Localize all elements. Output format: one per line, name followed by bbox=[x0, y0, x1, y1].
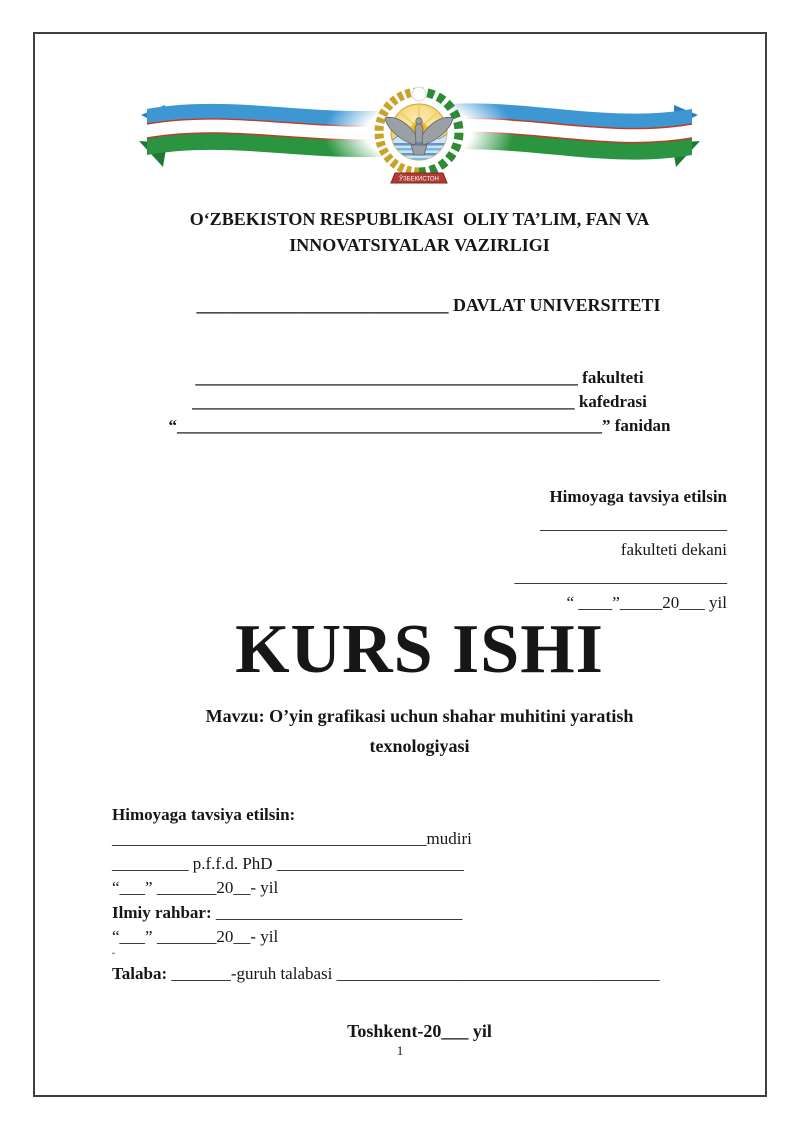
talaba-line bbox=[112, 962, 727, 987]
phd-label: p.f.f.d. PhD bbox=[188, 853, 277, 873]
fanidan-blank: __________________________________________________ bbox=[177, 416, 602, 435]
dean-name-blank: _________________________ bbox=[514, 566, 727, 586]
kafedrasi-label: kafedrasi bbox=[574, 392, 647, 411]
stray-mark: ˇ bbox=[112, 950, 115, 961]
dean-label: fakulteti dekani bbox=[620, 540, 727, 559]
mudiri-line bbox=[112, 827, 727, 852]
fanidan-open-quote: “ bbox=[168, 416, 177, 435]
talaba-blank1: _______ bbox=[171, 963, 231, 983]
mudiri-blank: _____________________________________ bbox=[112, 829, 427, 848]
approval-left-date2: “___” _______20__- yil bbox=[112, 927, 279, 946]
talaba-blank2: ______________________________________ bbox=[336, 963, 660, 983]
emblem-ribbon bbox=[391, 173, 447, 183]
topic-block bbox=[112, 701, 727, 761]
mudiri-label: mudiri bbox=[426, 829, 472, 848]
page-number: 1 bbox=[396, 1043, 404, 1058]
page-border-frame bbox=[33, 32, 767, 1097]
ilmiy-rahbar-line bbox=[112, 901, 727, 926]
fakulteti-blank: _____________________________________________ bbox=[195, 368, 578, 387]
university-name-blank: ____________________________ bbox=[196, 295, 449, 315]
talaba-mid-label: -guruh talabasi bbox=[230, 963, 337, 983]
ilmiy-rahbar-blank: _____________________________ bbox=[215, 902, 463, 922]
city-year-line: Toshkent-20___ yil bbox=[347, 1021, 492, 1041]
talaba-label: Talaba: bbox=[112, 963, 172, 983]
approval-right-block bbox=[112, 484, 727, 617]
phd-blank1: _________ bbox=[112, 853, 189, 873]
crescent-star-icon bbox=[412, 87, 426, 101]
ilmiy-rahbar-label: Ilmiy rahbar: bbox=[112, 902, 216, 922]
dean-signature-blank: ______________________ bbox=[540, 513, 727, 533]
kafedrasi-line bbox=[112, 390, 727, 414]
emblem-ribbon-text: ЎЗБЕКИСТОН bbox=[399, 176, 439, 183]
flag-banner-graphic bbox=[127, 85, 712, 189]
ministry-line2: INNOVATSIYALAR VAZIRLIGI bbox=[289, 235, 550, 255]
approval-left-title: Himoyaga tavsiya etilsin: bbox=[112, 804, 296, 824]
org-lines bbox=[112, 366, 727, 438]
uzbekistan-flag-emblem bbox=[127, 85, 712, 194]
phd-blank2: ______________________ bbox=[276, 853, 464, 873]
approval-left-block bbox=[112, 803, 727, 987]
fanidan-line bbox=[112, 414, 727, 438]
topic-line2: texnologiyasi bbox=[369, 735, 470, 756]
university-line bbox=[112, 266, 727, 344]
approval-left-date1: “___” _______20__- yil bbox=[112, 878, 279, 897]
approval-right-date-line: “ ____”_____20___ yil bbox=[566, 593, 727, 612]
fakulteti-line bbox=[112, 366, 727, 390]
kafedrasi-blank: _____________________________________________ bbox=[192, 392, 575, 411]
phd-line bbox=[112, 852, 727, 877]
ministry-line1: O‘ZBEKISTON RESPUBLIKASI OLIY TA’LIM, FAN VA bbox=[189, 209, 650, 229]
main-title: KURS ISHI bbox=[235, 610, 604, 688]
approval-right-title: Himoyaga tavsiya etilsin bbox=[549, 487, 727, 506]
fanidan-label: ” fanidan bbox=[602, 416, 671, 435]
university-label: DAVLAT UNIVERSITETI bbox=[448, 295, 661, 315]
fakulteti-label: fakulteti bbox=[577, 368, 644, 387]
ministry-heading bbox=[112, 206, 727, 258]
topic-line1: Mavzu: O’yin grafikasi uchun shahar muhitini yaratish bbox=[205, 705, 634, 726]
